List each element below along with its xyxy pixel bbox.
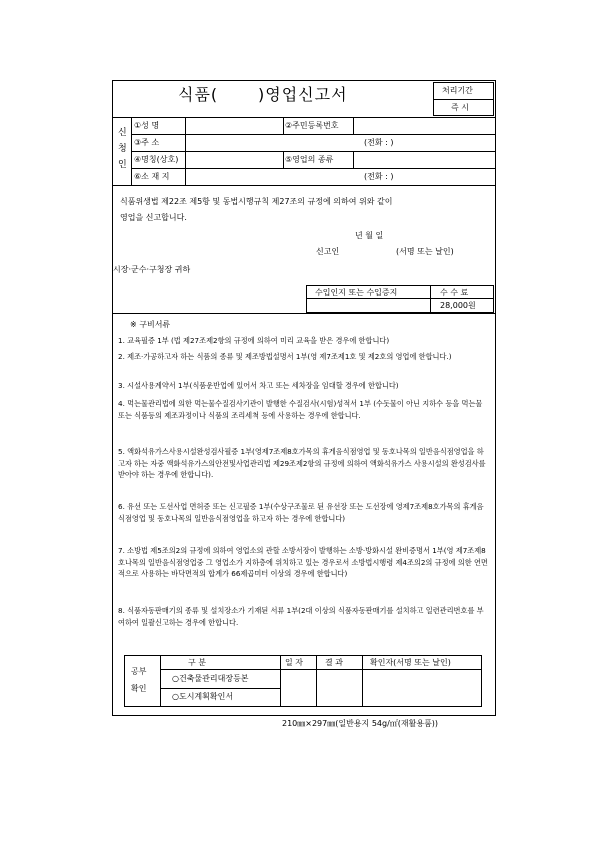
address-field[interactable] (186, 135, 356, 150)
applicant-label-1: 신 (118, 128, 127, 138)
name-field[interactable] (186, 118, 282, 133)
doc-item-6: 6. 유선 또는 도선사업 면허증 또는 신고필증 1부(수상구조물로 된 유선장 또는 도선장에 영제7조제8호가목의 휴게음식점영업 및 동호나목의 일반음식점영업을 하고자 하는 경우에 한합니다) (118, 502, 484, 523)
processing-value: 즉 시 (451, 103, 469, 112)
processing-label: 처리기간 (442, 86, 473, 95)
business-type-label: ⑤영업의 종류 (285, 155, 334, 164)
name-label: ①성 명 (134, 121, 160, 130)
stamp-label: 수입인지 또는 수입증지 (315, 288, 398, 297)
business-name-label: ④명칭(상호) (134, 155, 179, 164)
doc-item-2: 2. 제조·가공하고자 하는 식품의 종류 및 제조방법설명서 1부(영 제7조제1호 및 제2호의 영업에 한합니다.) (118, 352, 452, 361)
recipient: 시장·군수·구청장 귀하 (113, 265, 191, 274)
location-label: ⑥소 재 지 (134, 172, 170, 181)
official-label-1: 공부 (131, 667, 147, 676)
declaration-line-2: 영업을 신고합니다. (120, 213, 187, 222)
resident-no-label: ②주민등록번호 (285, 121, 339, 130)
col-result: 결 과 (325, 658, 343, 667)
location-field[interactable] (186, 169, 356, 184)
phone-2[interactable]: (전화 : ) (364, 172, 394, 181)
col-date: 일 자 (285, 658, 303, 667)
row-city-plan: ○도시계획확인서 (172, 692, 234, 701)
docs-heading: ※ 구비서류 (130, 320, 171, 329)
doc-item-1: 1. 교육필증 1부 (법 제27조제2항의 규정에 의하여 미리 교육을 받은 경우에 한합니다) (118, 336, 390, 345)
footer-spec: 210㎜×297㎜(일반용지 54g/㎡(재활용품)) (282, 719, 439, 728)
declaration-line-1: 식품위생법 제22조 제5항 및 동법시행규칙 제27조의 규정에 의하여 위와 같이 (120, 197, 393, 206)
address-label: ③주 소 (134, 138, 160, 147)
row-building-register: ○건축물관리대장등본 (172, 674, 249, 683)
business-type-field[interactable] (354, 152, 495, 167)
col-checker: 확인자(서명 또는 날인) (370, 658, 451, 667)
doc-item-3: 3. 시설사용계약서 1부(식품운반업에 있어서 차고 또는 세차장을 임대할 경우에 한합니다) (118, 381, 399, 390)
form-title-right: )영업신고서 (258, 85, 348, 104)
declaration-date: 년 월 일 (355, 231, 384, 240)
official-label-2: 확인 (131, 684, 147, 693)
doc-item-4: 4. 먹는물관리법에 의한 먹는물수질검사기관이 발행한 수질검사(시험)성적서 1부 (수돗물이 아닌 지하수 등을 먹는물 또는 식품등의 제조과정이나 식품의 조리세척 등에 사용하는 경우에 한합니다. (118, 399, 483, 420)
fee-label: 수 수 료 (440, 288, 469, 297)
business-name-field[interactable] (186, 152, 282, 167)
col-category: 구 분 (188, 658, 206, 667)
signer-label: 신고인 (316, 247, 340, 256)
applicant-label-3: 인 (118, 160, 127, 170)
signature-label: (서명 또는 날인) (396, 247, 454, 256)
doc-item-5: 5. 액화석유가스사용시설완성검사필증 1부(영제7조제8호가목의 휴게음식점영업 및 동호나목의 일반음식점영업을 하고자 하는 자중 액화석유가스의안전및사업관리법 제29조제2항의 규정에 의하여 액화석유가스 사용시설의 완성검사를 받아야 하는 경우에 한합니다). (118, 447, 486, 480)
fee-value: 28,000원 (440, 301, 476, 310)
doc-item-7: 7. 소방법 제5조의2의 규정에 의하여 영업소의 관할 소방서장이 발행하는 소방·방화시설 완비증명서 1부(영 제7조제8호나목의 일반음식점영업중 그 영업소가 지하층에 위치하고 있는 경우로서 소방법시행령 제4조의2의 규정에 의한 연면적으로 사용하는 바닥면적의 합계가 66제곱미터 이상의 경우에 한합니다) (118, 546, 488, 579)
form-title-left: 식품( (178, 85, 219, 104)
doc-item-8: 8. 식품자동판매기의 종류 및 설치장소가 기재된 서류 1부(2대 이상의 식품자동판매기를 설치하고 일련관리번호를 부여하여 일괄신고하는 경우에 한합니다. (118, 606, 484, 627)
applicant-label-2: 청 (118, 144, 127, 154)
resident-no-field[interactable] (354, 118, 495, 133)
phone-1[interactable]: (전화 : ) (364, 138, 394, 147)
